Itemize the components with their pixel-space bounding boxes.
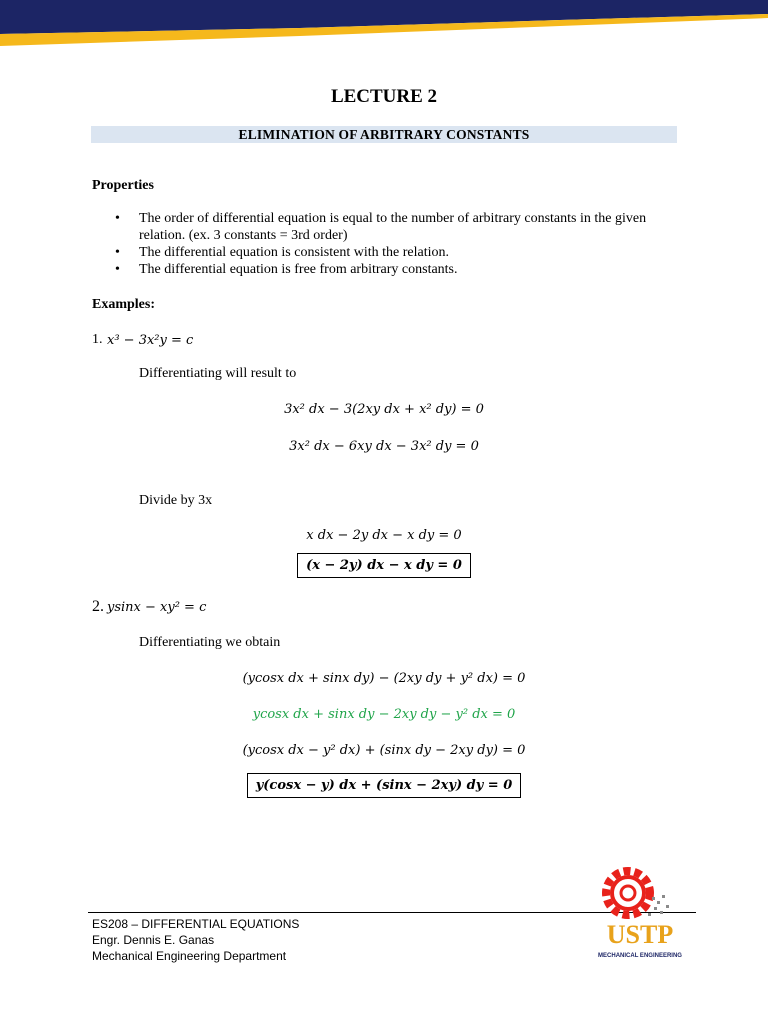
ustp-logo	[590, 855, 690, 965]
property-item	[92, 261, 682, 278]
example-2-answer: y(cosx − y) dx + (sinx − 2xy) dy = 0	[247, 773, 522, 798]
footer-course: ES208 – DIFFERENTIAL EQUATIONS	[92, 917, 300, 931]
example-2-number: 2.	[92, 598, 104, 615]
example-1-answer-row	[0, 558, 768, 573]
example-2-eq2: ycosx dx + sinx dy − 2xy dy − y² dx = 0	[252, 707, 516, 722]
example-1-step1: Differentiating will result to	[139, 366, 297, 381]
example-1-answer: (x − 2y) dx − x dy = 0	[297, 553, 471, 578]
properties-list	[92, 210, 682, 278]
logo-subtext: MECHANICAL ENGINEERING	[598, 953, 682, 959]
example-1-step2: Divide by 3x	[139, 493, 213, 508]
header-banner	[0, 0, 768, 60]
property-2-text: The differential equation is consistent with the relation.	[139, 245, 449, 260]
example-1-number: 1.	[92, 332, 103, 347]
example-1-relation: x³ − 3x²y = c	[107, 333, 194, 348]
section-subtitle: ELIMINATION OF ARBITRARY CONSTANTS	[238, 127, 530, 142]
footer-department: Mechanical Engineering Department	[92, 949, 287, 963]
property-3-text: The differential equation is free from arbitrary constants.	[139, 262, 458, 277]
examples-heading: Examples:	[92, 297, 155, 312]
gear-icon	[606, 871, 650, 915]
properties-heading: Properties	[92, 178, 154, 193]
example-2-relation: ysinx − xy² = c	[107, 600, 207, 615]
example-2-step1: Differentiating we obtain	[139, 635, 281, 650]
property-item	[92, 210, 682, 244]
footer-instructor: Engr. Dennis E. Ganas	[92, 933, 215, 947]
example-2-eq3: (ycosx dx − y² dx) + (sinx dy − 2xy dy) = 0	[242, 743, 526, 758]
property-item	[92, 244, 682, 261]
property-1-text: The order of differential equation is equal to the number of arbitrary constants in the given relation. (ex. 3 constants = 3rd order)	[139, 211, 647, 243]
example-2-eq1: (ycosx dx + sinx dy) − (2xy dy + y² dx) = 0	[242, 671, 526, 686]
example-1-eq1: 3x² dx − 3(2xy dx + x² dy) = 0	[284, 402, 484, 417]
logo-wordmark: USTP	[606, 920, 674, 949]
example-1-eq3: x dx − 2y dx − x dy = 0	[306, 528, 462, 543]
example-2-answer-row	[0, 778, 768, 793]
example-1-eq2: 3x² dx − 6xy dx − 3x² dy = 0	[289, 439, 479, 454]
lecture-title: LECTURE 2	[330, 86, 438, 107]
